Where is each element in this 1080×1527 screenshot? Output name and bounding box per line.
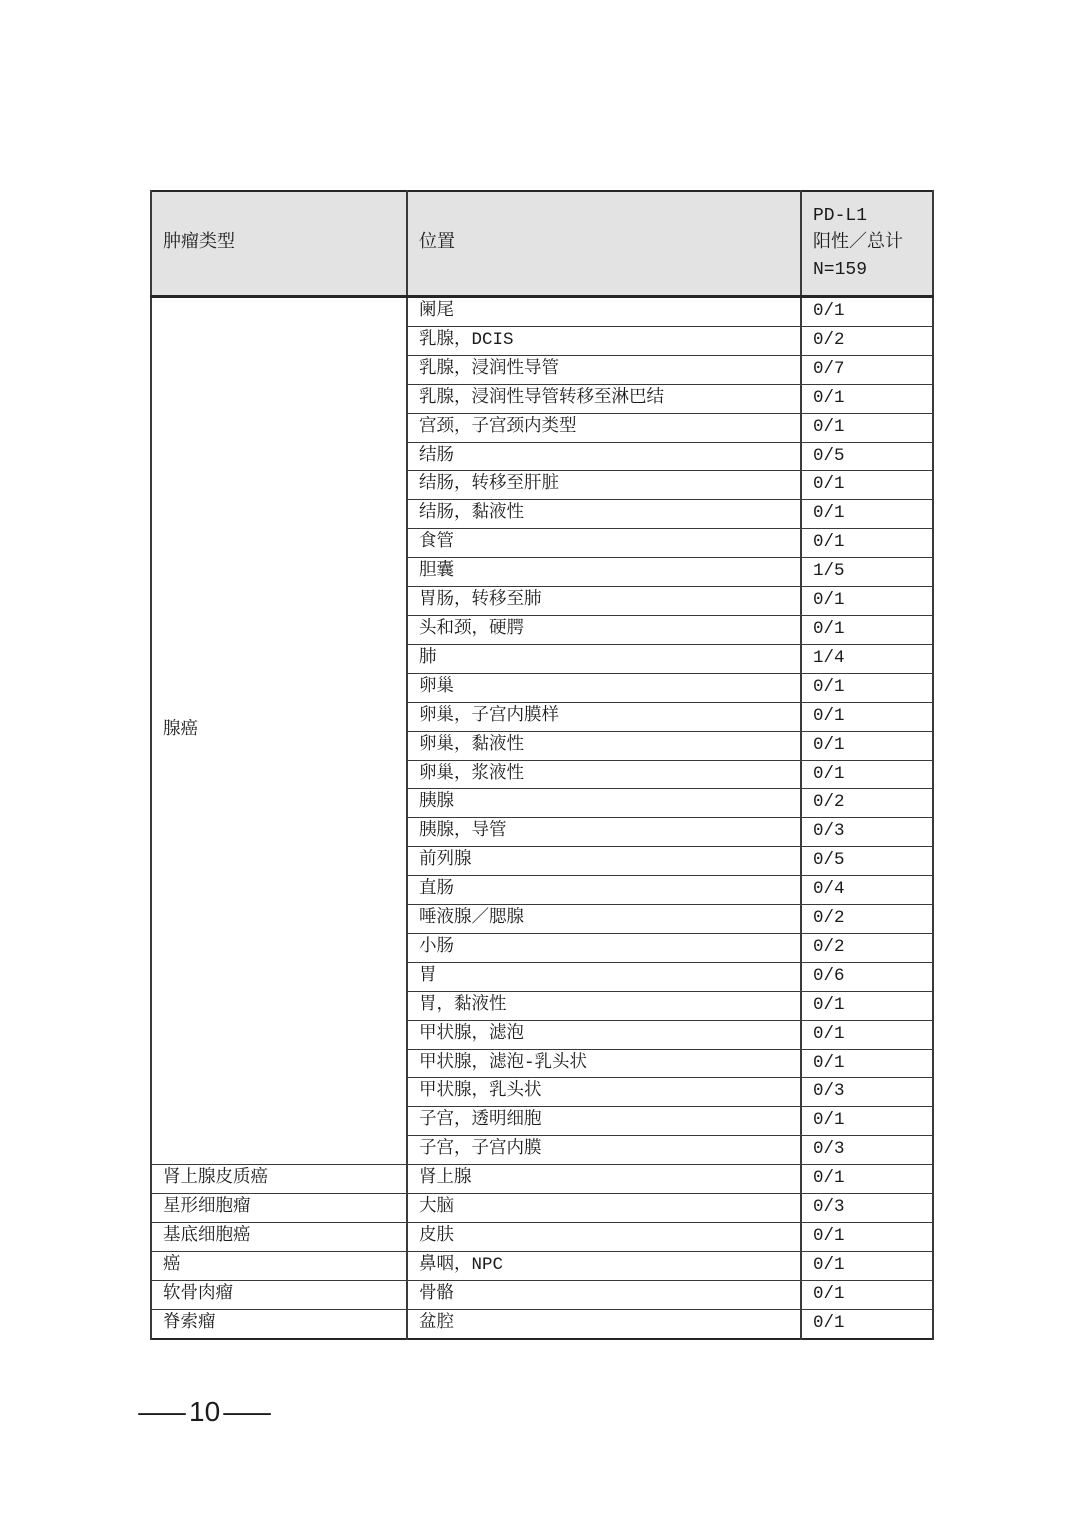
location-cell: 大脑: [407, 1194, 801, 1223]
pdl1-value-cell: 0/1: [801, 760, 933, 789]
location-cell: 骨骼: [407, 1280, 801, 1309]
location-cell: 甲状腺，滤泡: [407, 1020, 801, 1049]
location-cell: 胃肠，转移至肺: [407, 587, 801, 616]
pdl1-value-cell: 0/2: [801, 789, 933, 818]
tumor-type-cell: 软骨肉瘤: [151, 1280, 407, 1309]
pdl1-value-cell: 0/5: [801, 847, 933, 876]
table-body: [151, 297, 933, 1339]
location-cell: 卵巢: [407, 673, 801, 702]
header-tumor-type-label: 肿瘤类型: [163, 233, 235, 253]
pdl1-value-cell: 0/3: [801, 818, 933, 847]
table-row: [151, 1280, 933, 1309]
location-cell: 胰腺，导管: [407, 818, 801, 847]
location-cell: 胃，黏液性: [407, 991, 801, 1020]
pdl1-value-cell: 0/1: [801, 500, 933, 529]
pdl1-value-cell: 0/1: [801, 1280, 933, 1309]
table-row: [151, 1309, 933, 1338]
footer-dash-right: —: [223, 1396, 271, 1427]
pdl1-value-cell: 0/7: [801, 355, 933, 384]
pdl1-value-cell: 0/4: [801, 876, 933, 905]
tumor-type-cell: 脊索瘤: [151, 1309, 407, 1338]
pdl1-value-cell: 1/5: [801, 558, 933, 587]
footer-dash-left: —: [138, 1396, 186, 1427]
location-cell: 食管: [407, 529, 801, 558]
location-cell: 乳腺，浸润性导管转移至淋巴结: [407, 384, 801, 413]
location-cell: 胃: [407, 962, 801, 991]
location-cell: 鼻咽，NPC: [407, 1251, 801, 1280]
header-pdl1: [801, 191, 933, 297]
pdl1-value-cell: 0/1: [801, 384, 933, 413]
location-cell: 卵巢，子宫内膜样: [407, 702, 801, 731]
pdl1-results-table: [150, 190, 934, 1340]
location-cell: 肺: [407, 644, 801, 673]
pdl1-value-cell: 0/1: [801, 297, 933, 327]
tumor-type-cell: 星形细胞瘤: [151, 1194, 407, 1223]
header-row: [151, 191, 933, 297]
pdl1-value-cell: 0/1: [801, 1165, 933, 1194]
location-cell: 肾上腺: [407, 1165, 801, 1194]
pdl1-value-cell: 0/6: [801, 962, 933, 991]
location-cell: 结肠: [407, 442, 801, 471]
tumor-type-cell: 腺癌: [151, 297, 407, 1165]
location-cell: 盆腔: [407, 1309, 801, 1338]
location-cell: 结肠，转移至肝脏: [407, 471, 801, 500]
location-cell: 甲状腺，滤泡-乳头状: [407, 1049, 801, 1078]
location-cell: 宫颈，子宫颈内类型: [407, 413, 801, 442]
tumor-type-cell: 癌: [151, 1251, 407, 1280]
pdl1-value-cell: 0/1: [801, 1251, 933, 1280]
location-cell: 唾液腺／腮腺: [407, 905, 801, 934]
table-row: [151, 1223, 933, 1252]
location-cell: 卵巢，黏液性: [407, 731, 801, 760]
pdl1-value-cell: 0/1: [801, 1049, 933, 1078]
location-cell: 子宫，子宫内膜: [407, 1136, 801, 1165]
pdl1-value-cell: 0/1: [801, 673, 933, 702]
pdl1-value-cell: 0/1: [801, 615, 933, 644]
pdl1-value-cell: 0/1: [801, 529, 933, 558]
page-footer: [138, 1396, 271, 1428]
location-cell: 头和颈，硬腭: [407, 615, 801, 644]
location-cell: 乳腺，DCIS: [407, 326, 801, 355]
pdl1-value-cell: 0/3: [801, 1136, 933, 1165]
header-location: [407, 191, 801, 297]
header-pdl1-line2: 阳性／总计: [813, 233, 903, 253]
pdl1-value-cell: 0/1: [801, 731, 933, 760]
table-row: [151, 1165, 933, 1194]
pdl1-value-cell: 0/1: [801, 1223, 933, 1252]
pdl1-value-cell: 0/3: [801, 1078, 933, 1107]
table-row: [151, 297, 933, 327]
pdl1-value-cell: 0/2: [801, 933, 933, 962]
tumor-type-cell: 基底细胞癌: [151, 1223, 407, 1252]
header-pdl1-line3: N=159: [813, 260, 868, 280]
table-row: [151, 1251, 933, 1280]
pdl1-value-cell: 0/1: [801, 587, 933, 616]
pdl1-value-cell: 0/2: [801, 905, 933, 934]
pdl1-value-cell: 0/1: [801, 1309, 933, 1338]
page-number: 10: [189, 1396, 221, 1427]
pdl1-value-cell: 0/5: [801, 442, 933, 471]
pdl1-value-cell: 0/1: [801, 991, 933, 1020]
pdl1-value-cell: 0/1: [801, 471, 933, 500]
location-cell: 乳腺，浸润性导管: [407, 355, 801, 384]
location-cell: 结肠，黏液性: [407, 500, 801, 529]
pdl1-value-cell: 0/2: [801, 326, 933, 355]
location-cell: 胰腺: [407, 789, 801, 818]
location-cell: 胆囊: [407, 558, 801, 587]
location-cell: 卵巢，浆液性: [407, 760, 801, 789]
header-location-label: 位置: [419, 233, 455, 253]
table-row: [151, 1194, 933, 1223]
tumor-type-cell: 肾上腺皮质癌: [151, 1165, 407, 1194]
location-cell: 阑尾: [407, 297, 801, 327]
pdl1-value-cell: 0/1: [801, 1107, 933, 1136]
location-cell: 直肠: [407, 876, 801, 905]
location-cell: 小肠: [407, 933, 801, 962]
header-tumor-type: [151, 191, 407, 297]
location-cell: 前列腺: [407, 847, 801, 876]
pdl1-value-cell: 0/1: [801, 1020, 933, 1049]
location-cell: 子宫，透明细胞: [407, 1107, 801, 1136]
location-cell: 皮肤: [407, 1223, 801, 1252]
header-pdl1-line1: PD-L1: [813, 206, 868, 226]
pdl1-value-cell: 0/1: [801, 413, 933, 442]
pdl1-value-cell: 0/1: [801, 702, 933, 731]
pdl1-value-cell: 1/4: [801, 644, 933, 673]
pdl1-value-cell: 0/3: [801, 1194, 933, 1223]
location-cell: 甲状腺，乳头状: [407, 1078, 801, 1107]
